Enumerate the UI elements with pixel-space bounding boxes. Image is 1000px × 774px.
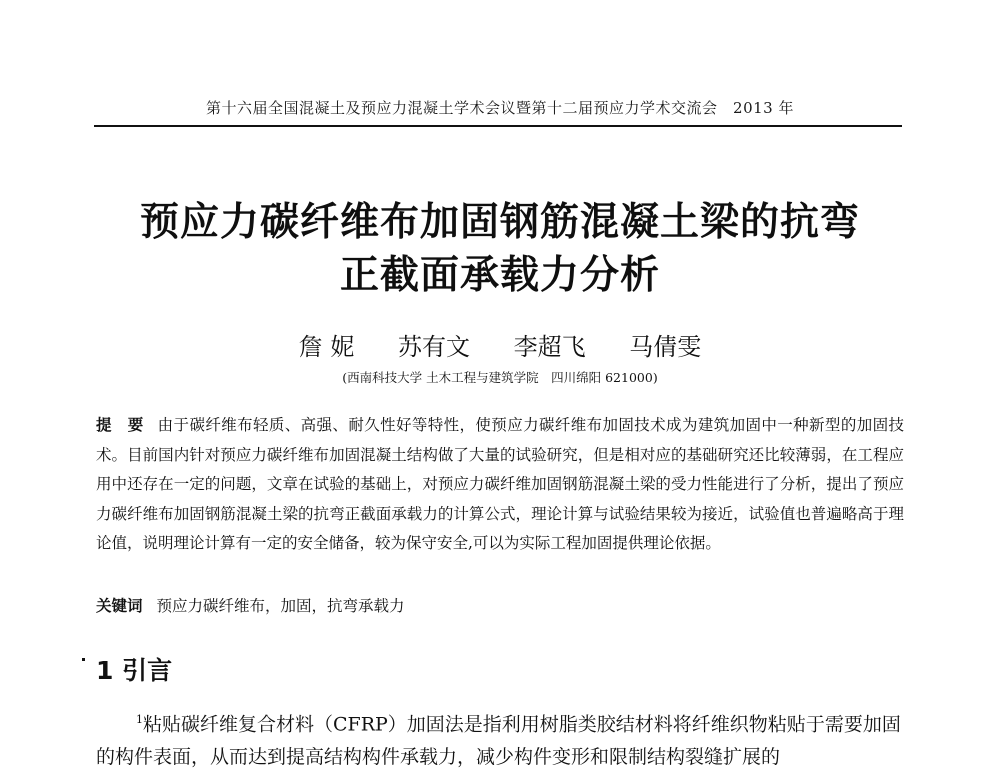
keywords-text: 预应力碳纤维布，加固，抗弯承载力 <box>156 597 405 615</box>
author-3: 李超飞 <box>513 333 586 361</box>
author-4: 马倩雯 <box>629 333 702 361</box>
keywords <box>96 594 904 616</box>
section-body-text: 粘贴碳纤维复合材料（CFRP）加固法是指利用树脂类胶结材料将纤维织物粘贴于需要加固的构件表面，从而达到提高结构构件承载力，减少构件变形和限制结构裂缝扩展的 <box>96 713 901 769</box>
author-list <box>200 327 800 362</box>
abstract-label: 提 要 <box>96 416 144 434</box>
running-header: 第十六届全国混凝土及预应力混凝土学术会议暨第十二届预应力学术交流会 2013 年 <box>206 99 794 117</box>
author-2: 苏有文 <box>398 333 470 361</box>
paper-title-line-1: 预应力碳纤维布加固钢筋混凝土梁的抗弯 <box>139 200 860 245</box>
header-rule <box>94 125 902 127</box>
abstract-text: 由于碳纤维布轻质、高强、耐久性好等特性，使预应力碳纤维布加固技术成为建筑加固中一种新型的加固技术。目前国内针对预应力碳纤维布加固混凝土结构做了大量的试验研究，但是相对应的基础研究还比较薄弱，在工程应用中还存在一定的问题，文章在试验的基础上，对预应力碳纤维加固钢筋混凝土梁的受力性能进行了分析，提出了预应力碳纤维布加固钢筋混凝土梁的抗弯正截面承载力的计算公式，理论计算与试验结果较为接近，试验值也普遍略高于理论值，说明理论计算有一定的安全储备，较为保守安全,可以为实际工程加固提供理论依据。 <box>96 416 904 553</box>
section-body <box>96 703 906 774</box>
abstract <box>96 411 904 559</box>
affiliation: (西南科技大学 土木工程与建筑学院 四川绵阳 621000) <box>342 370 658 385</box>
author-1: 詹 妮 <box>298 333 355 361</box>
paper-title-line-2: 正截面承载力分析 <box>339 253 660 298</box>
keywords-label: 关键词 <box>96 597 143 615</box>
section-heading-introduction: 1 引言 <box>96 656 173 685</box>
margin-mark <box>82 658 85 661</box>
footnote-marker: 1 <box>136 713 143 726</box>
